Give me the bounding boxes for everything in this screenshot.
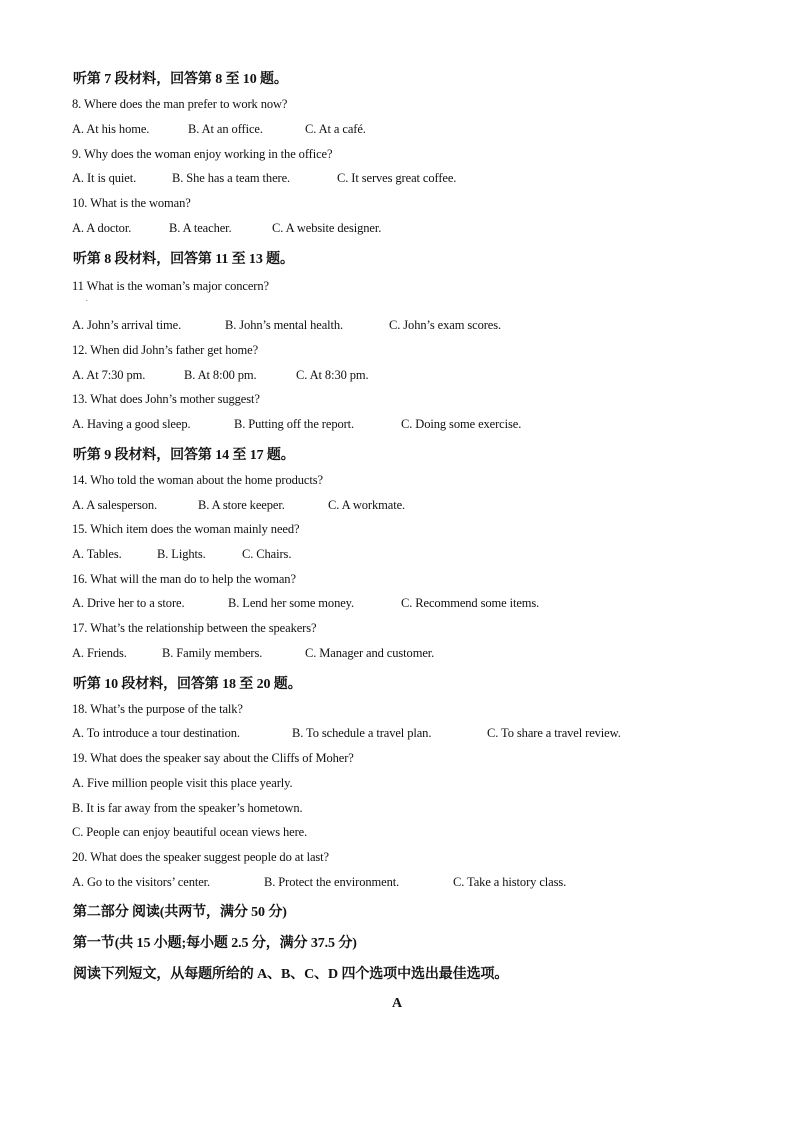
option-20b: B. Protect the environment. — [264, 875, 400, 889]
option-16c: C. Recommend some items. — [401, 596, 540, 610]
option-14a: A. A salesperson. — [72, 498, 158, 512]
section-7-header: 听第 7 段材料，回答第 8 至 10 题。 — [73, 72, 288, 87]
option-18a: A. To introduce a tour destination. — [72, 726, 240, 740]
question-10: 10. What is the woman? — [72, 196, 191, 210]
question-11: 11 What is the woman’s major concern? — [72, 279, 269, 293]
question-16: 16. What will the man do to help the woman? — [72, 572, 296, 586]
options-15 — [72, 547, 291, 562]
option-9c: C. It serves great coffee. — [337, 171, 457, 185]
option-15c: C. Chairs. — [242, 547, 292, 561]
options-20 — [72, 875, 566, 890]
option-20a: A. Go to the visitors’ center. — [72, 875, 211, 889]
option-11a: A. John’s arrival time. — [72, 318, 182, 332]
question-13: 13. What does John’s mother suggest? — [72, 392, 260, 406]
option-18c: C. To share a travel review. — [487, 726, 621, 740]
option-10c: C. A website designer. — [272, 221, 382, 235]
option-15b: B. Lights. — [157, 547, 206, 561]
option-8c: C. At a café. — [305, 122, 366, 136]
option-20c: C. Take a history class. — [453, 875, 567, 889]
option-19b: B. It is far away from the speaker’s hometown. — [72, 801, 303, 815]
option-10a: A. A doctor. — [72, 221, 132, 235]
option-11c: C. John’s exam scores. — [389, 318, 502, 332]
question-8: 8. Where does the man prefer to work now? — [72, 97, 288, 111]
option-17b: B. Family members. — [162, 646, 263, 660]
options-10 — [72, 221, 381, 236]
option-12a: A. At 7:30 pm. — [72, 368, 146, 382]
option-13b: B. Putting off the report. — [234, 417, 355, 431]
part-2-title: 第二部分 阅读(共两节，满分 50 分) — [73, 905, 287, 920]
passage-label: A — [391, 996, 402, 1011]
options-16 — [72, 596, 539, 611]
question-15: 15. Which item does the woman mainly need? — [72, 522, 300, 536]
question-12: 12. When did John’s father get home? — [72, 343, 259, 357]
options-9 — [72, 171, 456, 186]
option-19c: C. People can enjoy beautiful ocean views here. — [72, 825, 308, 839]
option-16a: A. Drive her to a store. — [72, 596, 185, 610]
options-17 — [72, 646, 434, 661]
option-8a: A. At his home. — [72, 122, 150, 136]
option-14c: C. A workmate. — [328, 498, 406, 512]
option-19a: A. Five million people visit this place yearly. — [72, 776, 293, 790]
stray-dot: . — [86, 295, 88, 303]
option-9b: B. She has a team there. — [172, 171, 291, 185]
options-11 — [72, 318, 501, 333]
option-13a: A. Having a good sleep. — [72, 417, 191, 431]
options-18 — [72, 726, 621, 741]
section-8-header: 听第 8 段材料，回答第 11 至 13 题。 — [73, 252, 294, 267]
option-12b: B. At 8:00 pm. — [184, 368, 257, 382]
option-16b: B. Lend her some money. — [228, 596, 355, 610]
option-11b: B. John’s mental health. — [225, 318, 344, 332]
question-19: 19. What does the speaker say about the Cliffs of Moher? — [72, 751, 354, 765]
question-17: 17. What’s the relationship between the speakers? — [72, 621, 317, 635]
question-18: 18. What’s the purpose of the talk? — [72, 702, 243, 716]
options-8 — [72, 122, 366, 137]
option-10b: B. A teacher. — [169, 221, 232, 235]
part-2-section-1: 第一节(共 15 小题;每小题 2.5 分，满分 37.5 分) — [73, 936, 357, 951]
option-17c: C. Manager and customer. — [305, 646, 435, 660]
options-14 — [72, 498, 405, 513]
options-13 — [72, 417, 521, 432]
option-9a: A. It is quiet. — [72, 171, 137, 185]
options-12 — [72, 368, 369, 383]
reading-instruction: 阅读下列短文，从每题所给的 A、B、C、D 四个选项中选出最佳选项。 — [73, 967, 509, 982]
option-17a: A. Friends. — [72, 646, 127, 660]
option-15a: A. Tables. — [72, 547, 122, 561]
option-13c: C. Doing some exercise. — [401, 417, 522, 431]
option-18b: B. To schedule a travel plan. — [292, 726, 432, 740]
section-10-header: 听第 10 段材料，回答第 18 至 20 题。 — [73, 677, 302, 692]
option-14b: B. A store keeper. — [198, 498, 285, 512]
option-12c: C. At 8:30 pm. — [296, 368, 369, 382]
question-9: 9. Why does the woman enjoy working in the office? — [72, 147, 333, 161]
question-14: 14. Who told the woman about the home products? — [72, 473, 323, 487]
question-20: 20. What does the speaker suggest people do at last? — [72, 850, 329, 864]
option-8b: B. At an office. — [188, 122, 263, 136]
section-9-header: 听第 9 段材料，回答第 14 至 17 题。 — [73, 448, 295, 463]
